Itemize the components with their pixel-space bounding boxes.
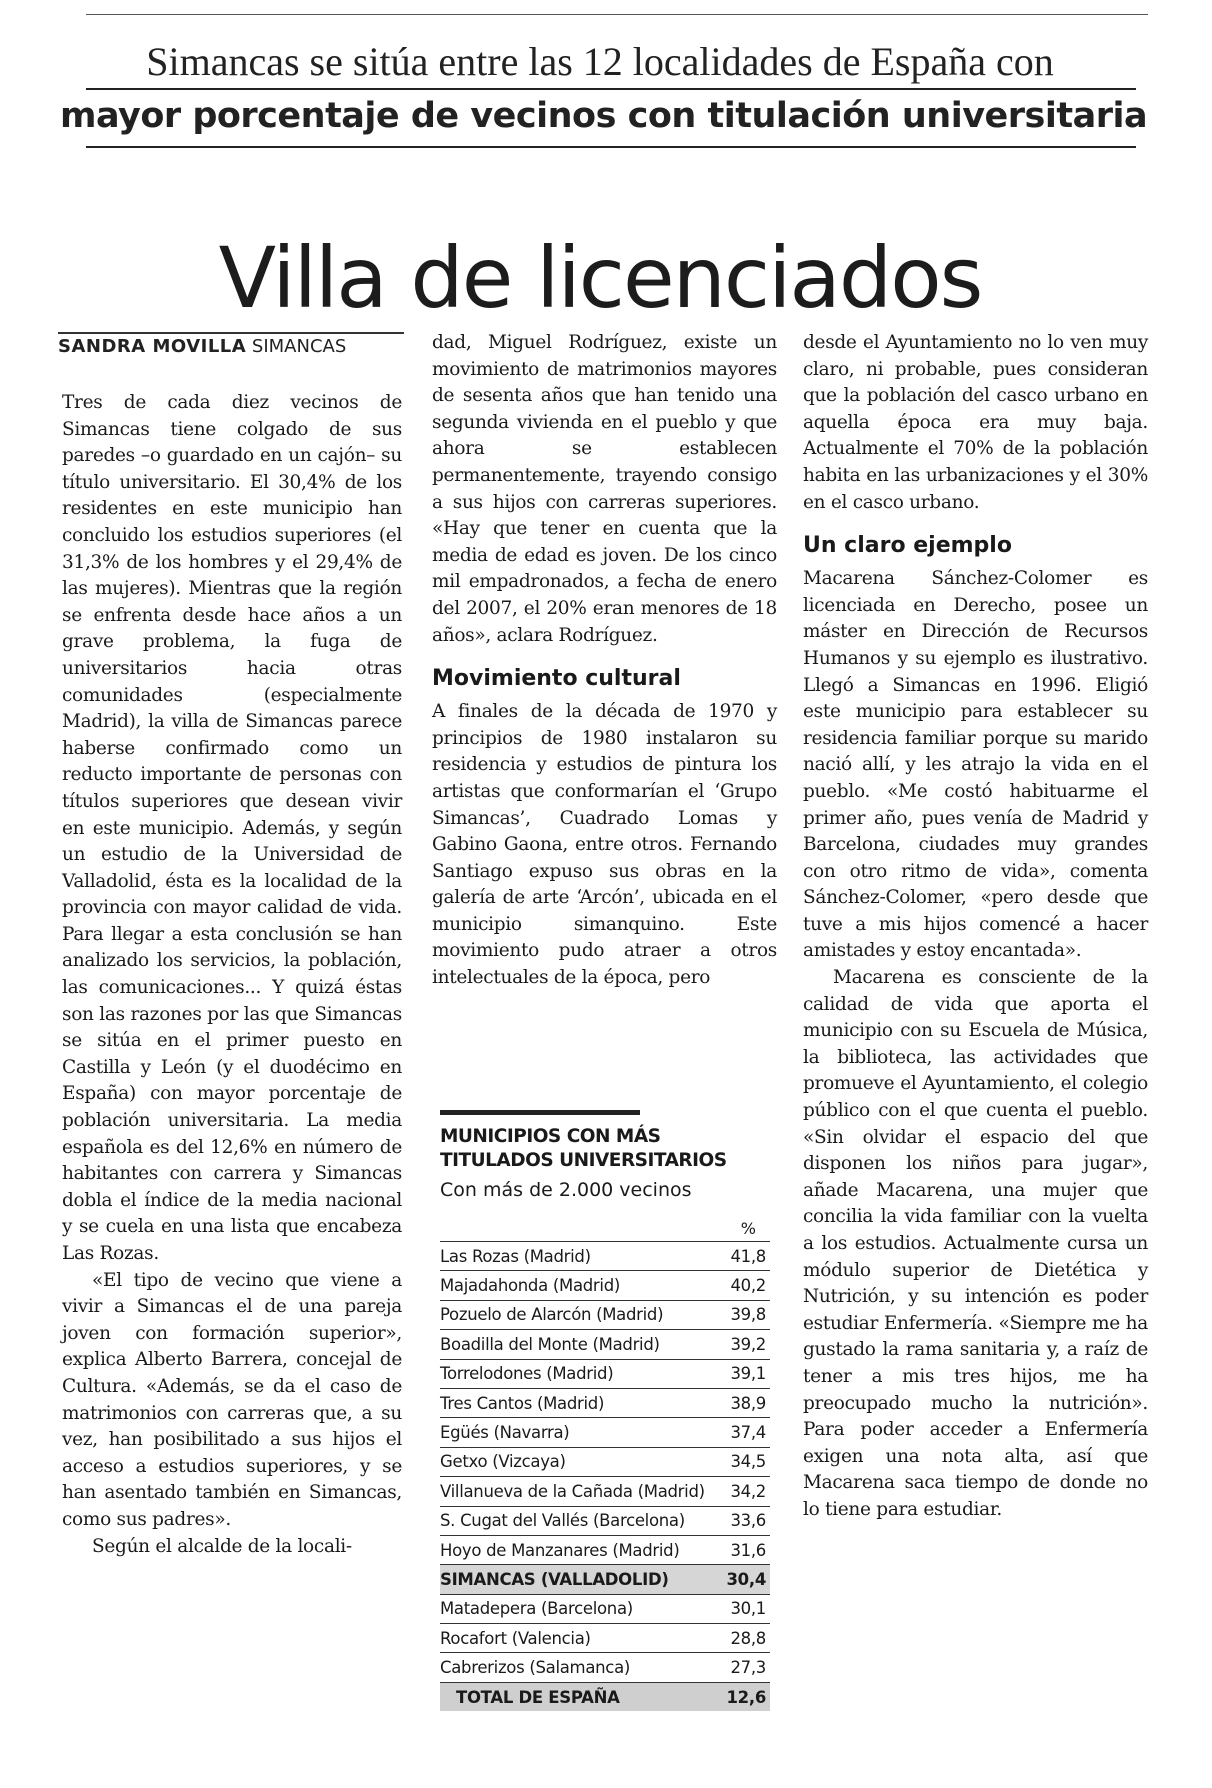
table-row xyxy=(440,1330,770,1359)
table-title-line-2: TITULADOS UNIVERSITARIOS xyxy=(440,1150,727,1171)
table-row-municipality: Boadilla del Monte (Madrid) xyxy=(440,1334,660,1354)
kicker-line-2: mayor porcentaje de vecinos con titulación universitaria xyxy=(60,96,1148,136)
table-row xyxy=(440,1448,770,1477)
table-row-municipality: Hoyo de Manzanares (Madrid) xyxy=(440,1540,680,1560)
table-row-municipality: Cabrerizos (Salamanca) xyxy=(440,1658,631,1678)
table-row-value: 30,4 xyxy=(726,1569,766,1589)
paragraph: Macarena Sánchez-Colomer es licenciada en Derecho, posee un máster en Dirección de Recursos Humanos y su ejemplo es ilustrativo. Llegó a Simancas en 1996. Eligió este municipio para establecer su residencia familiar porque su marido nació allí, y les atrajo la vida en el pueblo. «Me costó habituarme el primer año, pues venía de Madrid y Barcelona, ciudades muy grandes con otro ritmo de vida», comenta Sánchez-Colomer, «pero desde que tuve a mis hijos comencé a hacer amistades y estoy encantada». xyxy=(803,568,1148,962)
table-row xyxy=(440,1418,770,1447)
table-row-value: 37,4 xyxy=(730,1423,766,1443)
table-row-value: 31,6 xyxy=(730,1540,766,1560)
table-total-row xyxy=(440,1683,770,1711)
table-body xyxy=(440,1241,770,1683)
article-column-2 xyxy=(432,330,777,992)
paragraph: desde el Ayuntamiento no lo ven muy claro, ni probable, pues consideran que la población del casco urbano en aquella época era muy baja. Actualmente el 70% de la población habita en las urbanizaciones y el 30% en el casco urbano. xyxy=(803,332,1148,513)
byline xyxy=(58,336,346,357)
table-title xyxy=(440,1125,770,1173)
table-row xyxy=(440,1536,770,1565)
subhead: Un claro ejemplo xyxy=(803,533,1012,559)
table-row xyxy=(440,1595,770,1624)
table-row-municipality: Las Rozas (Madrid) xyxy=(440,1246,591,1266)
paragraph: «El tipo de vecino que viene a vivir a Simancas el de una pareja joven con formación superior», explica Alberto Barrera, concejal de Cultura. «Además, se da el caso de matrimonios con carreras que, a su vez, han posibilitado a sus hijos el acceso a estudios superiores, y se han asentado también en Simancas, como sus padres». xyxy=(62,1269,402,1530)
table-row-value: 30,1 xyxy=(730,1599,766,1619)
table-row-municipality: Egüés (Navarra) xyxy=(440,1423,570,1443)
table-row-municipality: Getxo (Vizcaya) xyxy=(440,1452,566,1472)
table-row-municipality: Matadepera (Barcelona) xyxy=(440,1599,633,1619)
table-top-bar xyxy=(440,1110,640,1115)
table-row-municipality: S. Cugat del Vallés (Barcelona) xyxy=(440,1511,685,1531)
table-row xyxy=(440,1624,770,1653)
table-row-value: 33,6 xyxy=(730,1511,766,1531)
table-subtitle: Con más de 2.000 vecinos xyxy=(440,1179,692,1201)
table-row-municipality: Rocafort (Valencia) xyxy=(440,1628,591,1648)
table-row-municipality: Tres Cantos (Madrid) xyxy=(440,1393,605,1413)
table-row-municipality: Pozuelo de Alarcón (Madrid) xyxy=(440,1305,664,1325)
table-row xyxy=(440,1360,770,1389)
table-row-value: 34,5 xyxy=(730,1452,766,1472)
table-row-value: 38,9 xyxy=(730,1393,766,1413)
byline-location: SIMANCAS xyxy=(246,336,347,357)
table-row-value: 39,1 xyxy=(730,1364,766,1384)
table-row xyxy=(440,1241,770,1271)
article-column-1 xyxy=(62,390,402,1560)
paragraph: Según el alcalde de la locali- xyxy=(92,1535,352,1557)
paragraph: A finales de la década de 1970 y principios de 1980 instalaron su residencia y estudios de pintura los artistas que conformarían el ‘Grupo Simancas’, Cuadrado Lomas y Gabino Gaona, entre otros. Fernando Santiago expuso sus obras en la galería de arte ‘Arcón’, ubicada en el municipio simanquino. Este movimiento pudo atraer a otros intelectuales de la época, pero xyxy=(432,701,777,989)
kicker-rule-1 xyxy=(86,88,1136,90)
table-row-value: 39,2 xyxy=(730,1334,766,1354)
table-row xyxy=(440,1271,770,1300)
table-row-value: 27,3 xyxy=(730,1658,766,1678)
byline-rule xyxy=(58,332,404,334)
paragraph: dad, Miguel Rodríguez, existe un movimiento de matrimonios mayores de sesenta años que han tenido una segunda vivienda en el pueblo y que ahora se establecen permanentemente, trayendo consigo a sus hijos con carreras superiores. «Hay que tener en cuenta que la media de edad es joven. De los cinco mil empadronados, a fecha de enero del 2007, el 20% eran menores de 18 años», aclara Rodríguez. xyxy=(432,332,777,646)
paragraph: Macarena es consciente de la calidad de vida que aporta el municipio con su Escuela de Música, la biblioteca, las actividades que promueve el Ayuntamiento, el colegio público con el que cuenta el pueblo. «Sin olvidar el espacio del que disponen los niños para jugar», añade Macarena, una mujer que concilia la vida familiar con la vuelta a los estudios. Actualmente cursa un módulo superior de Dietética y Nutrición, y su intención es poder estudiar Enfermería. «Siempre me ha gustado la rama sanitaria y, a raíz de tener a mis tres hijos, me ha preocupado mucho la nutrición». Para poder acceder a Enfermería exigen una nota alta, así que Macarena saca tiempo de donde no lo tiene para estudiar. xyxy=(803,967,1148,1520)
table-row-value: 34,2 xyxy=(730,1481,766,1501)
table-row xyxy=(440,1507,770,1536)
table-total-value: 12,6 xyxy=(726,1687,766,1707)
byline-author: SANDRA MOVILLA xyxy=(58,336,247,357)
table-unit: % xyxy=(740,1219,756,1238)
table-row-municipality: Villanueva de la Cañada (Madrid) xyxy=(440,1481,705,1501)
top-rule xyxy=(86,14,1148,15)
table-row-value: 41,8 xyxy=(730,1246,766,1266)
table-total-label: TOTAL DE ESPAÑA xyxy=(456,1687,620,1707)
table-title-line-1: MUNICIPIOS CON MÁS xyxy=(440,1126,661,1147)
table-row-value: 39,8 xyxy=(730,1305,766,1325)
kicker-line-1: Simancas se sitúa entre las 12 localidades de España con xyxy=(146,39,1054,84)
paragraph: Tres de cada diez vecinos de Simancas tiene colgado de sus paredes –o guardado en un cajón– su título universitario. El 30,4% de los residentes en este municipio han concluido los estudios superiores (el 31,3% de los hombres y el 29,4% de las mujeres). Mientras que la región se enfrenta desde hace años a un grave problema, la fuga de universitarios hacia otras comunidades (especialmente Madrid), la villa de Simancas parece haberse confirmado como un reducto importante de personas con títulos superiores que desean vivir en este municipio. Además, y según un estudio de la Universidad de Valladolid, ésta es la localidad de la provincia con mayor calidad de vida. Para llegar a esta conclusión se han analizado los servicios, la población, las comunicaciones... Y quizá éstas son las razones por las que Simancas se sitúa en el primer puesto en Castilla y León (y el duodécimo en España) con mayor porcentaje de población universitaria. La media española es del 12,6% en número de habitantes con carrera y Simancas dobla el índice de la media nacional y se cuela en una lista que encabeza Las Rozas. xyxy=(62,392,402,1264)
article-column-3 xyxy=(803,330,1148,1524)
table-row-municipality: Majadahonda (Madrid) xyxy=(440,1276,621,1296)
table-row-municipality: SIMANCAS (VALLADOLID) xyxy=(440,1569,669,1589)
table-row xyxy=(440,1301,770,1330)
table-row-value: 40,2 xyxy=(730,1276,766,1296)
kicker-rule-2 xyxy=(86,146,1136,148)
table-row-value: 28,8 xyxy=(730,1628,766,1648)
municipalities-table xyxy=(440,1110,770,1711)
table-row xyxy=(440,1565,770,1594)
table-row-municipality: Torrelodones (Madrid) xyxy=(440,1364,614,1384)
subhead: Movimiento cultural xyxy=(432,666,681,692)
table-row xyxy=(440,1653,770,1682)
table-row xyxy=(440,1477,770,1506)
headline: Villa de licenciados xyxy=(218,229,982,328)
table-row xyxy=(440,1389,770,1418)
